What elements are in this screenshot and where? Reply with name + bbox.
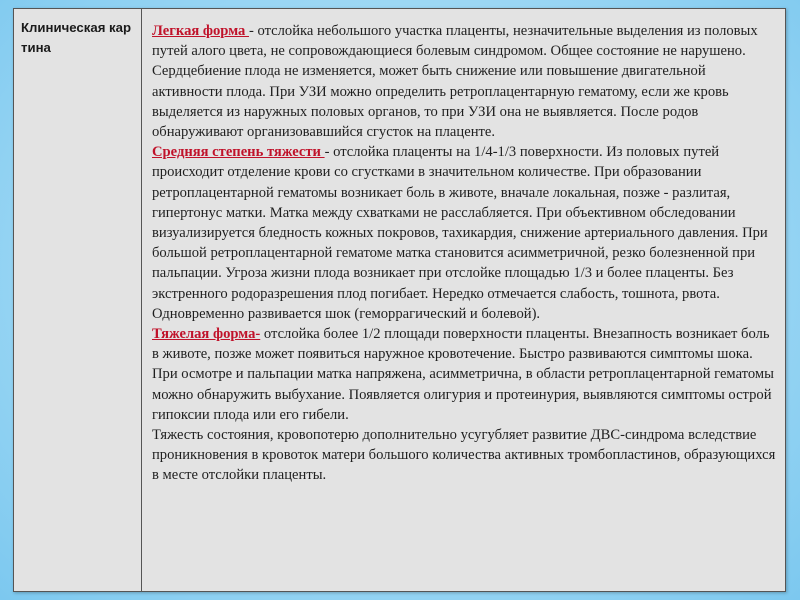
clinical-picture-table bbox=[13, 8, 786, 592]
label-cell bbox=[14, 9, 142, 592]
paragraph-text: - отслойка небольшого участка плаценты, незначительные выделения из половых путей алого цвета, не сопровождающиеся болевым синдромом. Общее состояние не нарушено. Сердцебиение плода не изменяется, может быть снижение или повышение двигательной активности плода. При УЗИ можно определить ретроплацентарную гематому, если же кровь выделяется из наружных половых органов, то при УЗИ она не выявляется. После родов обнаруживают организовавшийся сгусток на плаценте. bbox=[152, 23, 758, 141]
paragraph-text: - отслойка плаценты на 1/4-1/3 поверхности. Из половых путей происходит отделение крови со сгустками в значительном количестве. При образовании ретроплацентарной гематомы возникает боль в животе, вначале локальная, позже - разлитая, гипертонус матки. Матка между схватками не расслабляется. При объективном обследовании визуализируется бледность кожных покровов, тахикардия, снижение артериального давления. При большой ретроплацентарной гематоме матка становится асимметричной, резко болезненной при пальпации. Угроза жизни плода возникает при отслойке площадью 1/3 и более плаценты. Без экстренного родоразрешения плод погибает. Нередко отмечается слабость, тошнота, рвота. Одновременно развивается шок (геморрагический и болевой). bbox=[152, 144, 768, 322]
term-severe-form: Тяжелая форма- bbox=[152, 326, 261, 343]
term-moderate-form: Средняя степень тяжести bbox=[152, 144, 325, 161]
paragraph-dic-syndrome bbox=[152, 425, 777, 486]
paragraph-moderate-form bbox=[152, 142, 777, 324]
paragraph-text: отслойка более 1/2 площади поверхности плаценты. Внезапность возникает боль в животе, позже может появиться наружное кровотечение. Быстро развиваются симптомы шока. При осмотре и пальпации матка напряжена, асимметрична, в области ретроплацентарной гематомы можно обнаружить выбухание. Появляется олигурия и протеинурия, выявляются симптомы острой гипоксии плода или его гибели. bbox=[152, 326, 774, 423]
table-row bbox=[14, 9, 786, 592]
term-mild-form: Легкая форма bbox=[152, 23, 249, 39]
content-text bbox=[142, 9, 785, 486]
row-label: Клиническая картина bbox=[21, 20, 132, 55]
paragraph-severe-form bbox=[152, 324, 777, 425]
paragraph-mild-form bbox=[152, 21, 777, 142]
content-cell bbox=[142, 9, 786, 592]
paragraph-text: Тяжесть состояния, кровопотерю дополнительно усугубляет развитие ДВС-синдрома вследствие проникновения в кровоток матери большого количества активных тромбопластинов, образующихся в месте отслойки плаценты. bbox=[152, 427, 776, 484]
